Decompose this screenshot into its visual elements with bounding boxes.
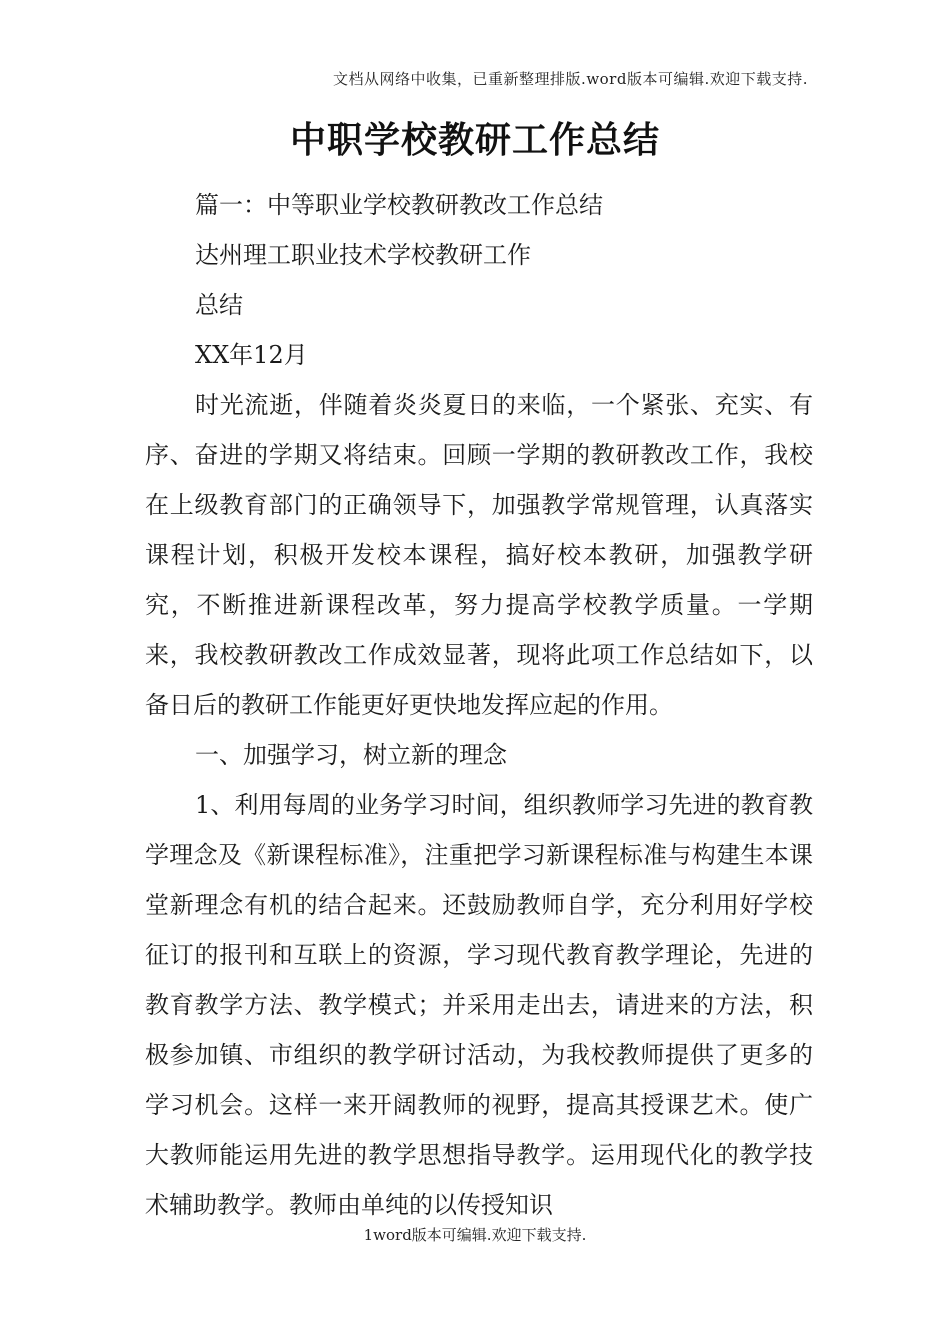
body-paragraph: 时光流逝，伴随着炎炎夏日的来临，一个紧张、充实、有序、奋进的学期又将结束。回顾一学期的教研教改工作，我校在上级教育部门的正确领导下，加强教学常规管理，认真落实课程计划，积极开发校本课程，搞好校本教研，加强教学研究，不断推进新课程改革，努力提高学校教学质量。一学期来，我校教研教改工作成效显著，现将此项工作总结如下，以备日后的教研工作能更好更快地发挥应起的作用。 [145,391,813,719]
document-title: 中职学校教研工作总结 [289,119,660,161]
school-line: 达州理工职业技术学校教研工作 [195,241,531,269]
body-paragraph: 1、利用每周的业务学习时间，组织教师学习先进的教育教学理念及《新课程标准》，注重把学习新课程标准与构建生本课堂新理念有机的结合起来。还鼓励教师自学，充分利用好学校征订的报刊和互联上的资源，学习现代教育教学理论，先进的教育教学方法、教学模式；并采用走出去，请进来的方法，积极参加镇、市组织的教学研讨活动，为我校教师提供了更多的学习机会。这样一来开阔教师的视野，提高其授课艺术。使广大教师能运用先进的教学思想指导教学。运用现代化的教学技术辅助教学。教师由单纯的以传授知识 [145,791,813,1219]
document-body [145,180,813,1230]
date-line: XX年12月 [195,341,308,369]
summary-line: 总结 [195,291,243,319]
footer-note: 1word版本可编辑.欢迎下载支持. [363,1226,587,1244]
subtitle-line: 篇一：中等职业学校教研教改工作总结 [195,191,603,219]
section-heading: 一、加强学习，树立新的理念 [195,741,507,769]
header-note: 文档从网络中收集，已重新整理排版.word版本可编辑.欢迎下载支持. [333,70,808,88]
